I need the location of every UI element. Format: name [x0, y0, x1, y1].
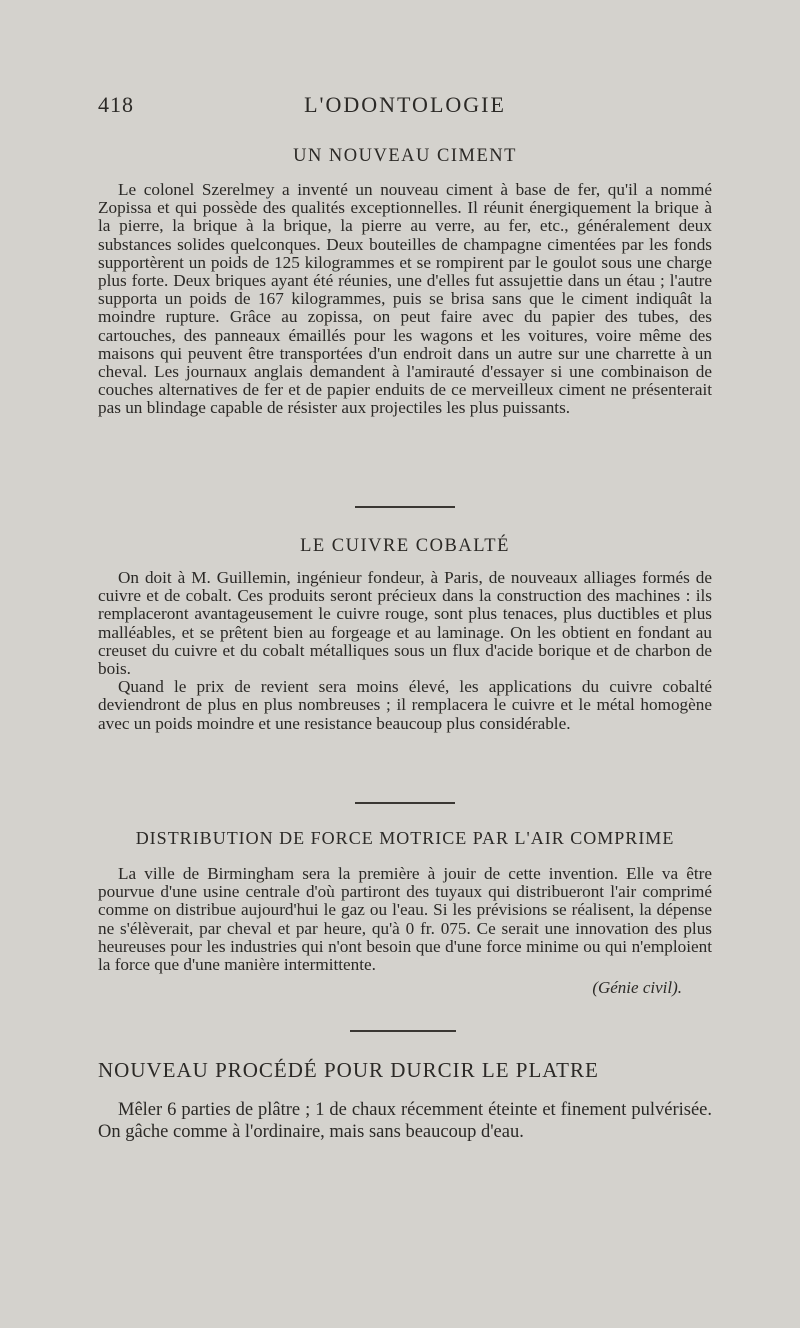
article-paragraph: Le colonel Szerelmey a inventé un nouveau ciment à base de fer, qu'il a nommé Zopissa et qui possède des qualités exceptionnelles. Il réunit énergiquement la brique à la pierre, la brique à la brique, la pierre au verre, au fer, etc., généralement deux substances solides quelconques. Deux bouteilles de champagne cimentées par les fonds supportèrent un poids de 125 kilogrammes et se rompirent par le goulot sous une charge plus forte. Deux briques ayant été réunies, une d'elles fut assujettie dans un étau ; l'autre supporta un poids de 167 kilogrammes, puis se brisa sans que le ciment indiquât la moindre rupture. Grâce au zopissa, on peut faire avec du papier des tubes, des cartouches, des panneaux émaillés pour les wagons et les voitures, voire même des maisons qui peuvent être transportées d'un endroit dans un autre sur une charrette à un cheval. Les journaux anglais demandent à l'amirauté d'essayer si une combinaison de couches alternatives de fer et de papier enduits de ce merveilleux ciment ne présenterait pas un blindage capable de résister aux projectiles les plus puissants. — [98, 180, 712, 418]
article-title: UN NOUVEAU CIMENT — [293, 146, 517, 166]
section-divider — [350, 1030, 456, 1032]
article-title: LE CUIVRE COBALTÉ — [300, 536, 510, 556]
page-number: 418 — [98, 92, 134, 117]
article-paragraph: On doit à M. Guillemin, ingénieur fondeur, à Paris, de nouveaux alliages formés de cuivre et de cobalt. Ces produits seront précieux dans la construction des machines : ils remplaceront avantageusement le cuivre rouge, sont plus tenaces, plus ductibles et plus malléables, et se prêtent bien au forgeage et au laminage. On les obtient en fondant au creuset du cuivre et du cobalt métalliques sous un flux d'acide borique et de charbon de bois. — [98, 568, 712, 679]
article-paragraph: Mêler 6 parties de plâtre ; 1 de chaux récemment éteinte et finement pulvérisée. On gâche comme à l'ordinaire, mais sans beaucoup d'eau. — [98, 1100, 712, 1142]
running-title: L'ODONTOLOGIE — [304, 92, 506, 117]
article-cuivre-cobalte — [98, 536, 712, 733]
article-distribution-force — [98, 828, 712, 998]
article-paragraph: La ville de Birmingham sera la première à jouir de cette invention. Elle va être pourvue d'une usine centrale d'où partiront des tuyaux qui distribueront l'air comprimé comme on distribue aujourd'hui le gaz ou l'eau. Si les prévisions se réalisent, la dépense ne s'élèverait, par cheval et par heure, qu'à 0 fr. 075. Ce serait une innovation des plus heureuses pour les industries qui n'ont besoin que d'une force minime ou qui n'emploient la force que d'une manière intermittente. — [98, 864, 712, 975]
article-title: NOUVEAU PROCÉDÉ POUR DURCIR LE PLATRE — [98, 1058, 599, 1082]
section-divider — [355, 802, 455, 804]
article-title: DISTRIBUTION DE FORCE MOTRICE PAR L'AIR COMPRIME — [135, 828, 675, 848]
article-durcir-platre — [98, 1058, 712, 1143]
section-divider — [355, 506, 455, 508]
page-header — [98, 92, 712, 122]
article-source: (Génie civil). — [592, 978, 682, 998]
article-nouveau-ciment — [98, 146, 712, 418]
article-paragraph: Quand le prix de revient sera moins élevé, les applications du cuivre cobalté deviendront de plus en plus nombreuses ; il remplacera le cuivre et le métal homogène avec un poids moindre et une resistance beaucoup plus considérable. — [98, 677, 712, 733]
